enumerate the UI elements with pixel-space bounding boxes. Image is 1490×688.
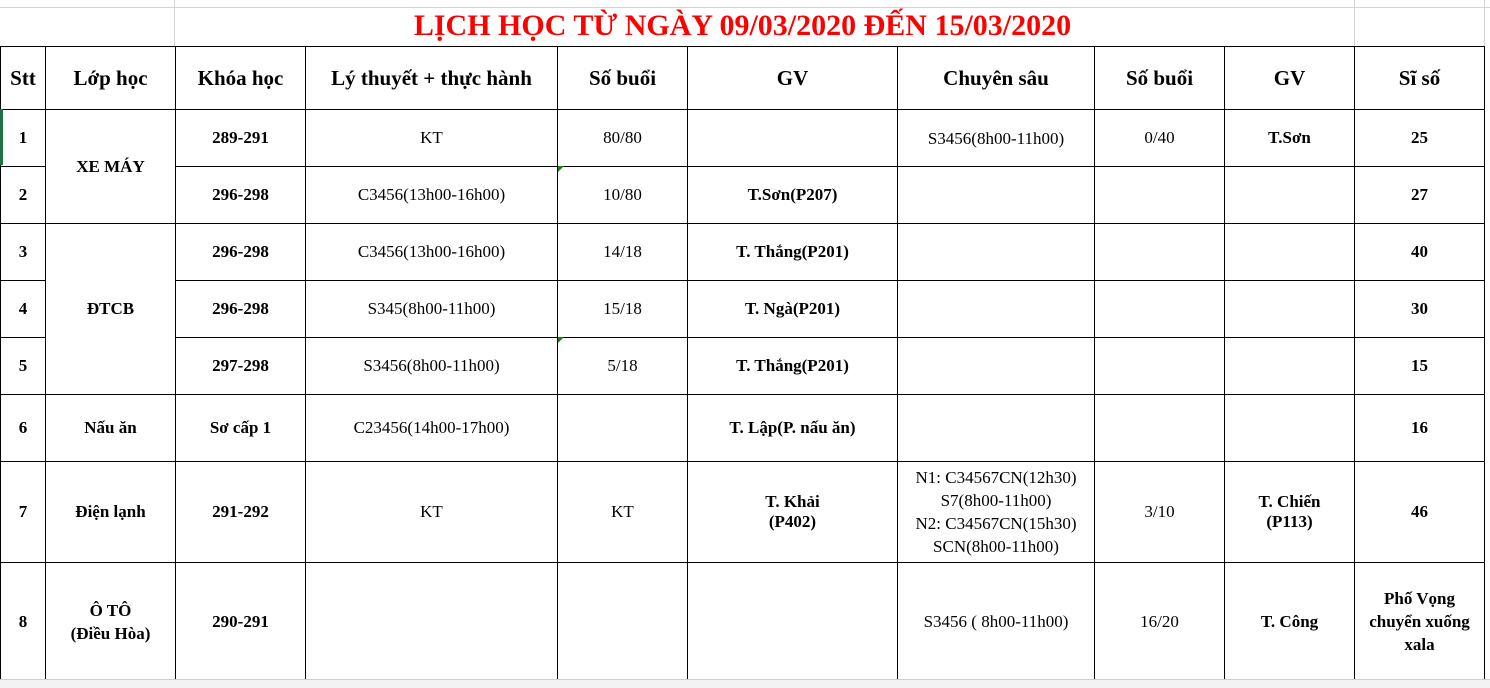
chuyen-sau-cell[interactable] [898,224,1095,281]
si-so-cell-line: xala [1404,635,1435,654]
lop-hoc-cell[interactable]: Điện lạnh [46,462,176,563]
chuyen-sau-cell-line: S7(8h00-11h00) [940,491,1052,510]
so-buoi-2-cell[interactable]: 3/10 [1095,462,1225,563]
gv-2-cell[interactable] [1225,395,1355,462]
gv-cell-line: T.Sơn(P207) [747,185,838,204]
gv-cell[interactable] [688,395,898,462]
chuyen-sau-cell[interactable] [898,462,1095,563]
gv-cell-line: T. Khải [765,492,820,511]
gv-cell[interactable] [688,563,898,681]
header-row [1,47,1485,110]
si-so-cell-line: 30 [1411,299,1428,318]
si-so-cell-line: 46 [1411,502,1428,521]
so-buoi-2-cell[interactable] [1095,338,1225,395]
ly-thuyet-cell[interactable]: C3456(13h00-16h00) [306,224,558,281]
chuyen-sau-cell-line: SCN(8h00-11h00) [933,537,1059,556]
gv-2-cell[interactable] [1225,563,1355,681]
stt-cell[interactable]: 1 [1,110,46,167]
table-row [1,224,1485,281]
header-gv-2[interactable]: GV [1225,47,1355,110]
si-so-cell-line: 40 [1411,242,1428,261]
chuyen-sau-cell[interactable] [898,167,1095,224]
header-so-buoi[interactable]: Số buổi [558,47,688,110]
gv-cell-line: T. Lập(P. nấu ăn) [729,418,856,437]
si-so-cell-line: Phố Vọng [1383,589,1455,608]
comment-marker [558,337,564,343]
table-row [1,395,1485,462]
gv-2-cell-line: (P113) [1266,512,1313,531]
so-buoi-cell[interactable]: 80/80 [558,110,688,167]
chuyen-sau-cell-line: S3456 ( 8h00-11h00) [923,612,1069,631]
lop-hoc-cell[interactable] [46,563,176,681]
si-so-cell[interactable] [1355,281,1485,338]
gv-2-cell[interactable] [1225,281,1355,338]
stt-cell[interactable]: 2 [1,167,46,224]
so-buoi-2-cell[interactable] [1095,281,1225,338]
lop-hoc-cell-line: (Điều Hòa) [70,623,151,643]
table-row [1,167,1485,224]
gv-cell[interactable] [688,167,898,224]
so-buoi-2-cell[interactable] [1095,167,1225,224]
chuyen-sau-cell-line: S3456(8h00-11h00) [927,128,1065,148]
header-gv[interactable]: GV [688,47,898,110]
so-buoi-cell[interactable]: 14/18 [558,224,688,281]
so-buoi-2-cell[interactable]: 0/40 [1095,110,1225,167]
header-lop-hoc[interactable]: Lớp học [46,47,176,110]
si-so-cell-line: 27 [1411,185,1428,204]
gv-cell-line: T. Thắng(P201) [736,356,849,375]
so-buoi-2-cell[interactable] [1095,224,1225,281]
si-so-cell-line: chuyển xuống [1369,612,1470,631]
gv-cell-line: T. Ngà(P201) [744,299,841,318]
khoa-hoc-cell[interactable]: 296-298 [176,224,306,281]
gv-2-cell[interactable] [1225,338,1355,395]
si-so-cell-line: 15 [1411,356,1428,375]
stt-cell[interactable]: 3 [1,224,46,281]
khoa-hoc-cell[interactable]: 297-298 [176,338,306,395]
so-buoi-cell[interactable] [558,563,688,681]
gv-cell[interactable] [688,281,898,338]
so-buoi-cell[interactable]: KT [558,462,688,563]
chuyen-sau-cell[interactable] [898,563,1095,681]
header-so-buoi-2[interactable]: Số buổi [1095,47,1225,110]
ly-thuyet-cell[interactable]: KT [306,110,558,167]
page-title[interactable]: LỊCH HỌC TỪ NGÀY 09/03/2020 ĐẾN 15/03/2020 [413,9,1072,42]
gv-cell-line: T. Thắng(P201) [736,242,849,261]
header-chuyen-sau[interactable]: Chuyên sâu [898,47,1095,110]
chuyen-sau-cell[interactable] [898,338,1095,395]
si-so-cell[interactable] [1355,224,1485,281]
gv-2-cell-line: T. Chiến [1258,492,1321,511]
si-so-cell[interactable] [1355,338,1485,395]
gv-cell[interactable] [688,462,898,563]
chuyen-sau-cell[interactable] [898,110,1095,167]
khoa-hoc-cell[interactable]: Sơ cấp 1 [176,395,306,462]
so-buoi-cell[interactable]: 15/18 [558,281,688,338]
header-ly-thuyet[interactable]: Lý thuyết + thực hành [306,47,558,110]
si-so-cell[interactable] [1355,462,1485,563]
ly-thuyet-cell[interactable]: C23456(14h00-17h00) [306,395,558,462]
gv-cell[interactable] [688,338,898,395]
gv-cell[interactable] [688,110,898,167]
active-cell-indicator [0,109,3,165]
stt-cell[interactable]: 8 [1,563,46,681]
header-khoa-hoc[interactable]: Khóa học [176,47,306,110]
ly-thuyet-cell[interactable]: KT [306,462,558,563]
chuyen-sau-cell[interactable] [898,395,1095,462]
chuyen-sau-cell-line: N1: C34567CN(12h30) [915,468,1077,487]
si-so-cell[interactable] [1355,395,1485,462]
schedule-table [0,46,1485,681]
stt-cell[interactable]: 6 [1,395,46,462]
so-buoi-2-cell[interactable]: 16/20 [1095,563,1225,681]
khoa-hoc-cell[interactable]: 296-298 [176,281,306,338]
so-buoi-2-cell[interactable] [1095,395,1225,462]
ly-thuyet-cell[interactable]: S3456(8h00-11h00) [306,338,558,395]
gv-2-cell[interactable] [1225,462,1355,563]
so-buoi-cell[interactable] [558,395,688,462]
table-row [1,281,1485,338]
si-so-cell-line: 25 [1411,128,1428,147]
khoa-hoc-cell[interactable]: 289-291 [176,110,306,167]
so-buoi-cell[interactable]: 10/80 [558,167,688,224]
khoa-hoc-cell[interactable]: 291-292 [176,462,306,563]
table-row [1,462,1485,563]
khoa-hoc-cell[interactable]: 296-298 [176,167,306,224]
ly-thuyet-cell[interactable]: C3456(13h00-16h00) [306,167,558,224]
table-row [1,563,1485,681]
gv-cell-line: (P402) [768,512,817,531]
stt-cell[interactable]: 7 [1,462,46,563]
table-row [1,110,1485,167]
gv-2-cell[interactable] [1225,110,1355,167]
lop-hoc-cell[interactable]: Nấu ăn [46,395,176,462]
gv-cell[interactable] [688,224,898,281]
gv-2-cell[interactable] [1225,224,1355,281]
gv-2-cell-line: T. Công [1260,611,1319,631]
so-buoi-cell[interactable]: 5/18 [558,338,688,395]
chuyen-sau-cell[interactable] [898,281,1095,338]
si-so-cell-line: 16 [1411,418,1428,437]
ly-thuyet-cell[interactable]: S345(8h00-11h00) [306,281,558,338]
comment-marker [558,166,564,172]
si-so-cell[interactable] [1355,110,1485,167]
header-si-so[interactable]: Sĩ số [1355,47,1485,110]
si-so-cell[interactable] [1355,563,1485,681]
gv-2-cell[interactable] [1225,167,1355,224]
stt-cell[interactable]: 5 [1,338,46,395]
lop-hoc-cell[interactable]: XE MÁY [46,110,176,224]
header-stt[interactable]: Stt [1,47,46,110]
lop-hoc-cell-line: Ô TÔ [89,600,132,620]
lop-hoc-cell[interactable]: ĐTCB [46,224,176,395]
stt-cell[interactable]: 4 [1,281,46,338]
si-so-cell[interactable] [1355,167,1485,224]
khoa-hoc-cell[interactable]: 290-291 [176,563,306,681]
ly-thuyet-cell[interactable] [306,563,558,681]
table-row [1,338,1485,395]
chuyen-sau-cell-line: N2: C34567CN(15h30) [915,514,1077,533]
gv-2-cell-line: T.Sơn [1268,128,1311,147]
